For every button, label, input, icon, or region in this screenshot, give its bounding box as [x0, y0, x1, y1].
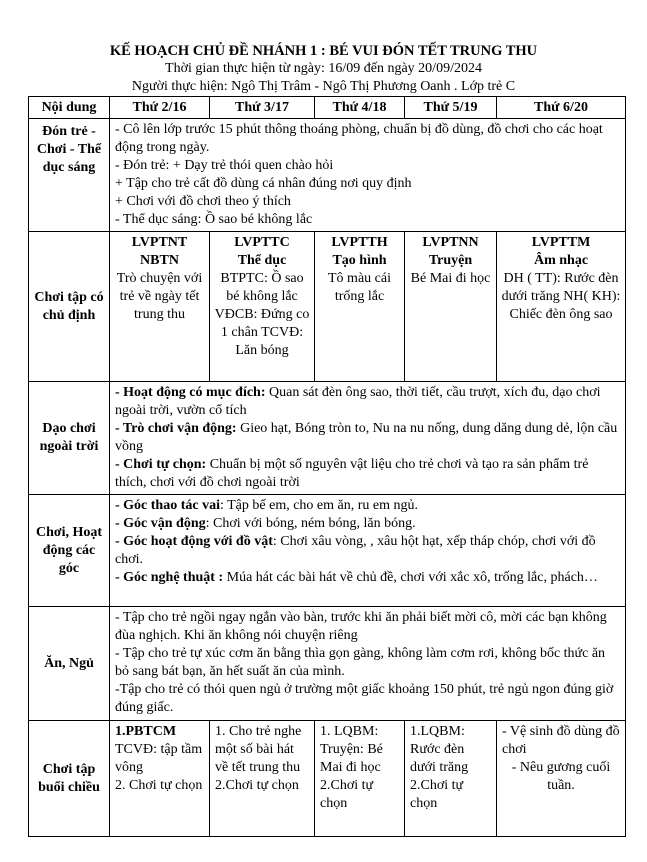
subject-name: Truyện: [428, 253, 473, 268]
corner-item: [115, 569, 620, 587]
implementers: Người thực hiện: Ngô Thị Trâm - Ngô Thị Phương Oanh . Lớp trẻ C: [131, 79, 516, 94]
time-range: Thời gian thực hiện từ ngày: 16/09 đến ngày 20/09/2024: [165, 61, 482, 76]
activity-text: Bé Mai đi học: [410, 271, 491, 286]
subject-name: Tạo hình: [332, 253, 387, 268]
item-lead: - Góc vận động: [115, 516, 206, 531]
afternoon-line: 1. LQBM: Truyện: Bé Mai đi học: [320, 724, 383, 775]
planned-cell-tuesday: [210, 232, 315, 382]
item-lead: - Góc thao tác vai: [115, 498, 220, 513]
col-header-friday: Thứ 6/20: [497, 97, 626, 119]
afternoon-cell-monday: [110, 721, 210, 837]
table-row: [29, 232, 626, 382]
table-row: [29, 119, 626, 232]
item-text: Chuẩn bị một số nguyên vật liệu cho trẻ chơi và tạo ra sản phẩm trẻ thích, chơi với đồ chơi ngoài trời: [115, 457, 589, 490]
subject-code: LVPTTM: [531, 235, 591, 250]
document-header: [0, 42, 647, 96]
afternoon-line: 1.PBTCM: [115, 724, 177, 739]
col-header-thursday: Thứ 5/19: [405, 97, 497, 119]
row-label-planned: Chơi tập có chủ định: [29, 232, 110, 382]
item-lead: - Trò chơi vận động:: [115, 421, 237, 436]
afternoon-cell-friday: [497, 721, 626, 837]
afternoon-line: 2.Chơi tự chọn: [320, 778, 374, 811]
row-label-corners: Chơi, Hoạt động các góc: [29, 495, 110, 607]
subject-code: LVPTTC: [234, 235, 290, 250]
activity-text: Tô màu cái trống lắc: [328, 271, 391, 304]
col-header-wednesday: Thứ 4/18: [315, 97, 405, 119]
subject-name: Âm nhạc: [533, 253, 589, 268]
col-header-content: Nội dung: [29, 97, 110, 119]
morning-line: + Tập cho trẻ cất đồ dùng cá nhân đúng nơi quy định: [115, 176, 412, 191]
subject-name: NBTN: [140, 253, 179, 268]
row-label-morning: Đón trẻ - Chơi - Thể dục sáng: [29, 119, 110, 232]
eat-sleep-line: - Tập cho trẻ ngồi ngay ngắn vào bàn, trước khi ăn phải biết mời cô, mời các bạn không đùa nghịch. Khi ăn không nói chuyện riêng: [115, 610, 607, 643]
corner-item: [115, 497, 620, 515]
table-header-row: [29, 97, 626, 119]
afternoon-cell-tuesday: [210, 721, 315, 837]
corners-cell: [110, 495, 626, 607]
item-text: : Tập bế em, cho em ăn, ru em ngủ.: [219, 498, 419, 513]
activity-text: Trò chuyện với trẻ về ngày tết trung thu: [116, 271, 203, 322]
document-title: KẾ HOẠCH CHỦ ĐỀ NHÁNH 1 : BÉ VUI ĐÓN TẾT TRUNG THU: [109, 43, 538, 59]
corner-item: [115, 533, 620, 569]
afternoon-line: 2.Chơi tự chọn: [215, 778, 299, 793]
col-header-tuesday: Thứ 3/17: [210, 97, 315, 119]
item-lead: - Chơi tự chọn:: [115, 457, 207, 472]
afternoon-line: 2.Chơi tự chọn: [410, 778, 464, 811]
outdoor-cell: [110, 382, 626, 495]
afternoon-line: 2. Chơi tự chọn: [115, 778, 203, 793]
activity-text: DH ( TT): Rước đèn dưới trăng NH( KH): Chiếc đèn ông sao: [501, 271, 621, 322]
afternoon-line: TCVĐ: tập tầm vông: [115, 742, 203, 775]
morning-cell: [110, 119, 626, 232]
subject-name: Thể dục: [237, 253, 287, 268]
outdoor-item: [115, 456, 620, 492]
item-lead: - Hoạt động có mục đích:: [115, 385, 266, 400]
subject-code: LVPTNT: [131, 235, 188, 250]
item-lead: - Góc hoạt động với đồ vật: [115, 534, 273, 549]
afternoon-cell-thursday: [405, 721, 497, 837]
planned-cell-thursday: [405, 232, 497, 382]
eat-sleep-line: -Tập cho trẻ có thói quen ngủ ở trường một giấc khoảng 150 phút, trẻ ngủ ngon đúng giờ đúng giấc.: [115, 682, 614, 715]
outdoor-item: [115, 420, 620, 456]
afternoon-line: - Vệ sinh đồ dùng đồ chơi: [502, 724, 620, 757]
table-row: [29, 607, 626, 721]
afternoon-line: 1.LQBM: Rước đèn dưới trăng: [410, 724, 469, 775]
subject-code: LVPTNN: [422, 235, 479, 250]
item-lead: - Góc nghệ thuật :: [115, 570, 224, 585]
row-label-afternoon: Chơi tập buổi chiều: [29, 721, 110, 837]
subject-code: LVPTTH: [331, 235, 388, 250]
eat-sleep-cell: [110, 607, 626, 721]
outdoor-item: [115, 384, 620, 420]
planned-cell-monday: [110, 232, 210, 382]
afternoon-cell-wednesday: [315, 721, 405, 837]
morning-line: - Cô lên lớp trước 15 phút thông thoáng phòng, chuẩn bị đồ dùng, đồ chơi cho các hoạt động trong ngày.: [115, 122, 603, 155]
afternoon-line: - Nêu gương cuối tuần.: [511, 760, 611, 793]
plan-table: [28, 96, 626, 837]
row-label-eat-sleep: Ăn, Ngủ: [29, 607, 110, 721]
morning-line: + Chơi với đồ chơi theo ý thích: [115, 194, 291, 209]
table-row: [29, 721, 626, 837]
morning-line: - Đón trẻ: + Dạy trẻ thói quen chào hỏi: [115, 158, 334, 173]
item-text: Quan sát đèn ông sao, thời tiết, cầu trượt, xích đu, dạo chơi ngoài trời, vườn cổ tích: [115, 385, 601, 418]
item-text: : Chơi xâu vòng, , xâu hột hạt, xếp tháp chóp, chơi với đồ chơi.: [115, 534, 596, 567]
item-text: Múa hát các bài hát về chủ đề, chơi với xắc xô, trống lắc, phách…: [223, 570, 598, 585]
table-row: [29, 382, 626, 495]
planned-cell-wednesday: [315, 232, 405, 382]
item-text: Gieo hạt, Bóng tròn to, Nu na nu nống, dung dăng dung dẻ, lộn cầu vồng: [115, 421, 618, 454]
col-header-monday: Thứ 2/16: [110, 97, 210, 119]
planned-cell-friday: [497, 232, 626, 382]
activity-text: BTPTC: Ồ sao bé không lắc VĐCB: Đứng co 1 chân TCVĐ: Lăn bóng: [214, 271, 310, 358]
table-row: [29, 495, 626, 607]
corner-item: [115, 515, 620, 533]
afternoon-line: 1. Cho trẻ nghe một số bài hát về tết trung thu: [215, 724, 302, 775]
row-label-outdoor: Dạo chơi ngoài trời: [29, 382, 110, 495]
eat-sleep-line: - Tập cho trẻ tự xúc cơm ăn bằng thìa gọn gàng, không làm cơm rơi, không bốc thức ăn bỏ sang bát bạn, ăn hết suất ăn của mình.: [115, 646, 606, 679]
morning-line: - Thể dục sáng: Ồ sao bé không lắc: [115, 212, 313, 227]
item-text: : Chơi với bóng, ném bóng, lăn bóng.: [205, 516, 416, 531]
